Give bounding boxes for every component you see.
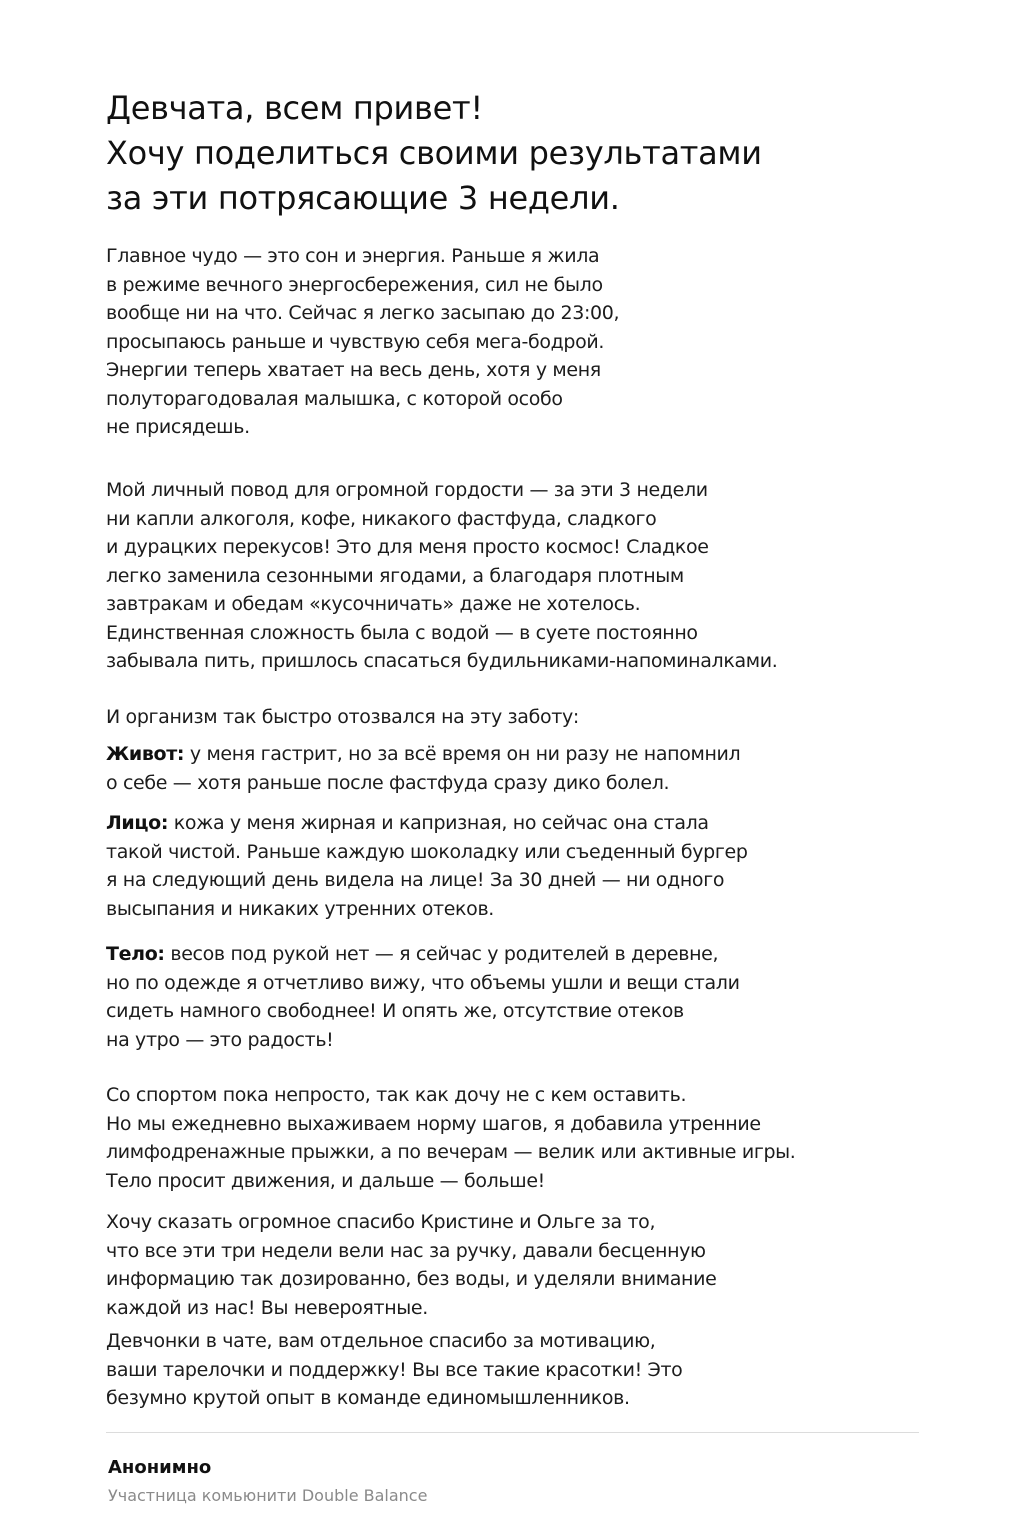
title-line: Хочу поделиться своими результатами (106, 134, 762, 172)
body-label: Тело: (106, 943, 165, 965)
text-line: в режиме вечного энергосбережения, сил не было (106, 273, 603, 296)
text-line: сидеть намного свободнее! И опять же, отсутствие отеков (106, 1000, 684, 1022)
text-line: ни капли алкоголя, кофе, никакого фастфуда, сладкого (106, 507, 657, 530)
paragraph-sleep-energy (106, 242, 619, 442)
text-line: полуторагодовалая малышка, с которой особо (106, 387, 563, 410)
title-line: Девчата, всем привет! (106, 89, 483, 127)
text-line: что все эти три недели вели нас за ручку, давали бесценную (106, 1239, 706, 1262)
text-line: просыпаюсь раньше и чувствую себя мега-бодрой. (106, 330, 605, 353)
author-name: Анонимно (108, 1457, 212, 1478)
text-line: но по одежде я отчетливо вижу, что объемы ушли и вещи стали (106, 971, 740, 994)
text-line: забывала пить, пришлось спасаться будильниками-напоминалками. (106, 650, 778, 672)
text-line: вообще ни на что. Сейчас я легко засыпаю до 23:00, (106, 302, 620, 324)
text-line: завтракам и обедам «кусочничать» даже не хотелось. (106, 593, 641, 615)
title-line: за эти потрясающие 3 недели. (106, 179, 620, 217)
paragraph-sport (106, 1081, 796, 1195)
text-line: ваши тарелочки и поддержку! Вы все такие красотки! Это (106, 1358, 683, 1381)
paragraph-face (106, 809, 748, 923)
text-line: информацию так дозированно, без воды, и уделяли внимание (106, 1268, 717, 1290)
face-text: кожа у меня жирная и капризная, но сейчас она стала (168, 812, 709, 834)
text-line: я на следующий день видела на лице! За 30 дней — ни одного (106, 869, 725, 891)
text-line: лимфодренажные прыжки, а по вечерам — велик или активные игры. (106, 1141, 796, 1163)
text-line (106, 809, 748, 838)
text-line: Хочу сказать огромное спасибо Кристине и Ольге за то, (106, 1211, 656, 1233)
text-line: такой чистой. Раньше каждую шоколадку или съеденный бургер (106, 840, 748, 863)
author-role: Участница комьюнити Double Balance (108, 1486, 428, 1505)
face-label: Лицо: (106, 812, 169, 834)
text-line: безумно крутой опыт в команде единомышленников. (106, 1387, 630, 1409)
paragraph-belly (106, 740, 740, 797)
paragraph-thanks-coaches (106, 1208, 716, 1322)
belly-label: Живот: (106, 743, 185, 765)
body-text: весов под рукой нет — я сейчас у родителей в деревне, (164, 943, 719, 965)
text-line (106, 740, 740, 769)
text-line: о себе — хотя раньше после фастфуда сразу дико болел. (106, 771, 670, 794)
text-line: Но мы ежедневно выхаживаем норму шагов, я добавила утренние (106, 1112, 761, 1135)
text-line: Тело просит движения, и дальше — больше! (106, 1169, 545, 1192)
text-line: легко заменила сезонными ягодами, а благодаря плотным (106, 564, 684, 587)
page-title (106, 86, 926, 221)
text-line: каждой из нас! Вы невероятные. (106, 1296, 428, 1319)
text-line: И организм так быстро отозвался на эту заботу: (106, 706, 579, 728)
footer-divider (106, 1432, 919, 1433)
text-line: высыпания и никаких утренних отеков. (106, 897, 494, 920)
text-line: не присядешь. (106, 416, 250, 438)
paragraph-body (106, 940, 740, 1054)
paragraph-thanks-chat (106, 1327, 682, 1413)
belly-text: у меня гастрит, но за всё время он ни разу не напомнил (184, 743, 741, 765)
paragraph-intro (106, 703, 579, 732)
text-line (106, 940, 740, 969)
text-line: Со спортом пока непросто, так как дочу не с кем оставить. (106, 1084, 687, 1106)
paragraph-pride (106, 476, 777, 676)
text-line: Девчонки в чате, вам отдельное спасибо за мотивацию, (106, 1330, 656, 1352)
text-line: Мой личный повод для огромной гордости — за эти 3 недели (106, 479, 708, 501)
text-line: Энергии теперь хватает на весь день, хотя у меня (106, 359, 601, 381)
text-line: и дурацких перекусов! Это для меня просто космос! Сладкое (106, 536, 709, 558)
text-line: на утро — это радость! (106, 1028, 334, 1051)
text-line: Главное чудо — это сон и энергия. Раньше я жила (106, 245, 600, 267)
text-line: Единственная сложность была с водой — в суете постоянно (106, 621, 698, 644)
